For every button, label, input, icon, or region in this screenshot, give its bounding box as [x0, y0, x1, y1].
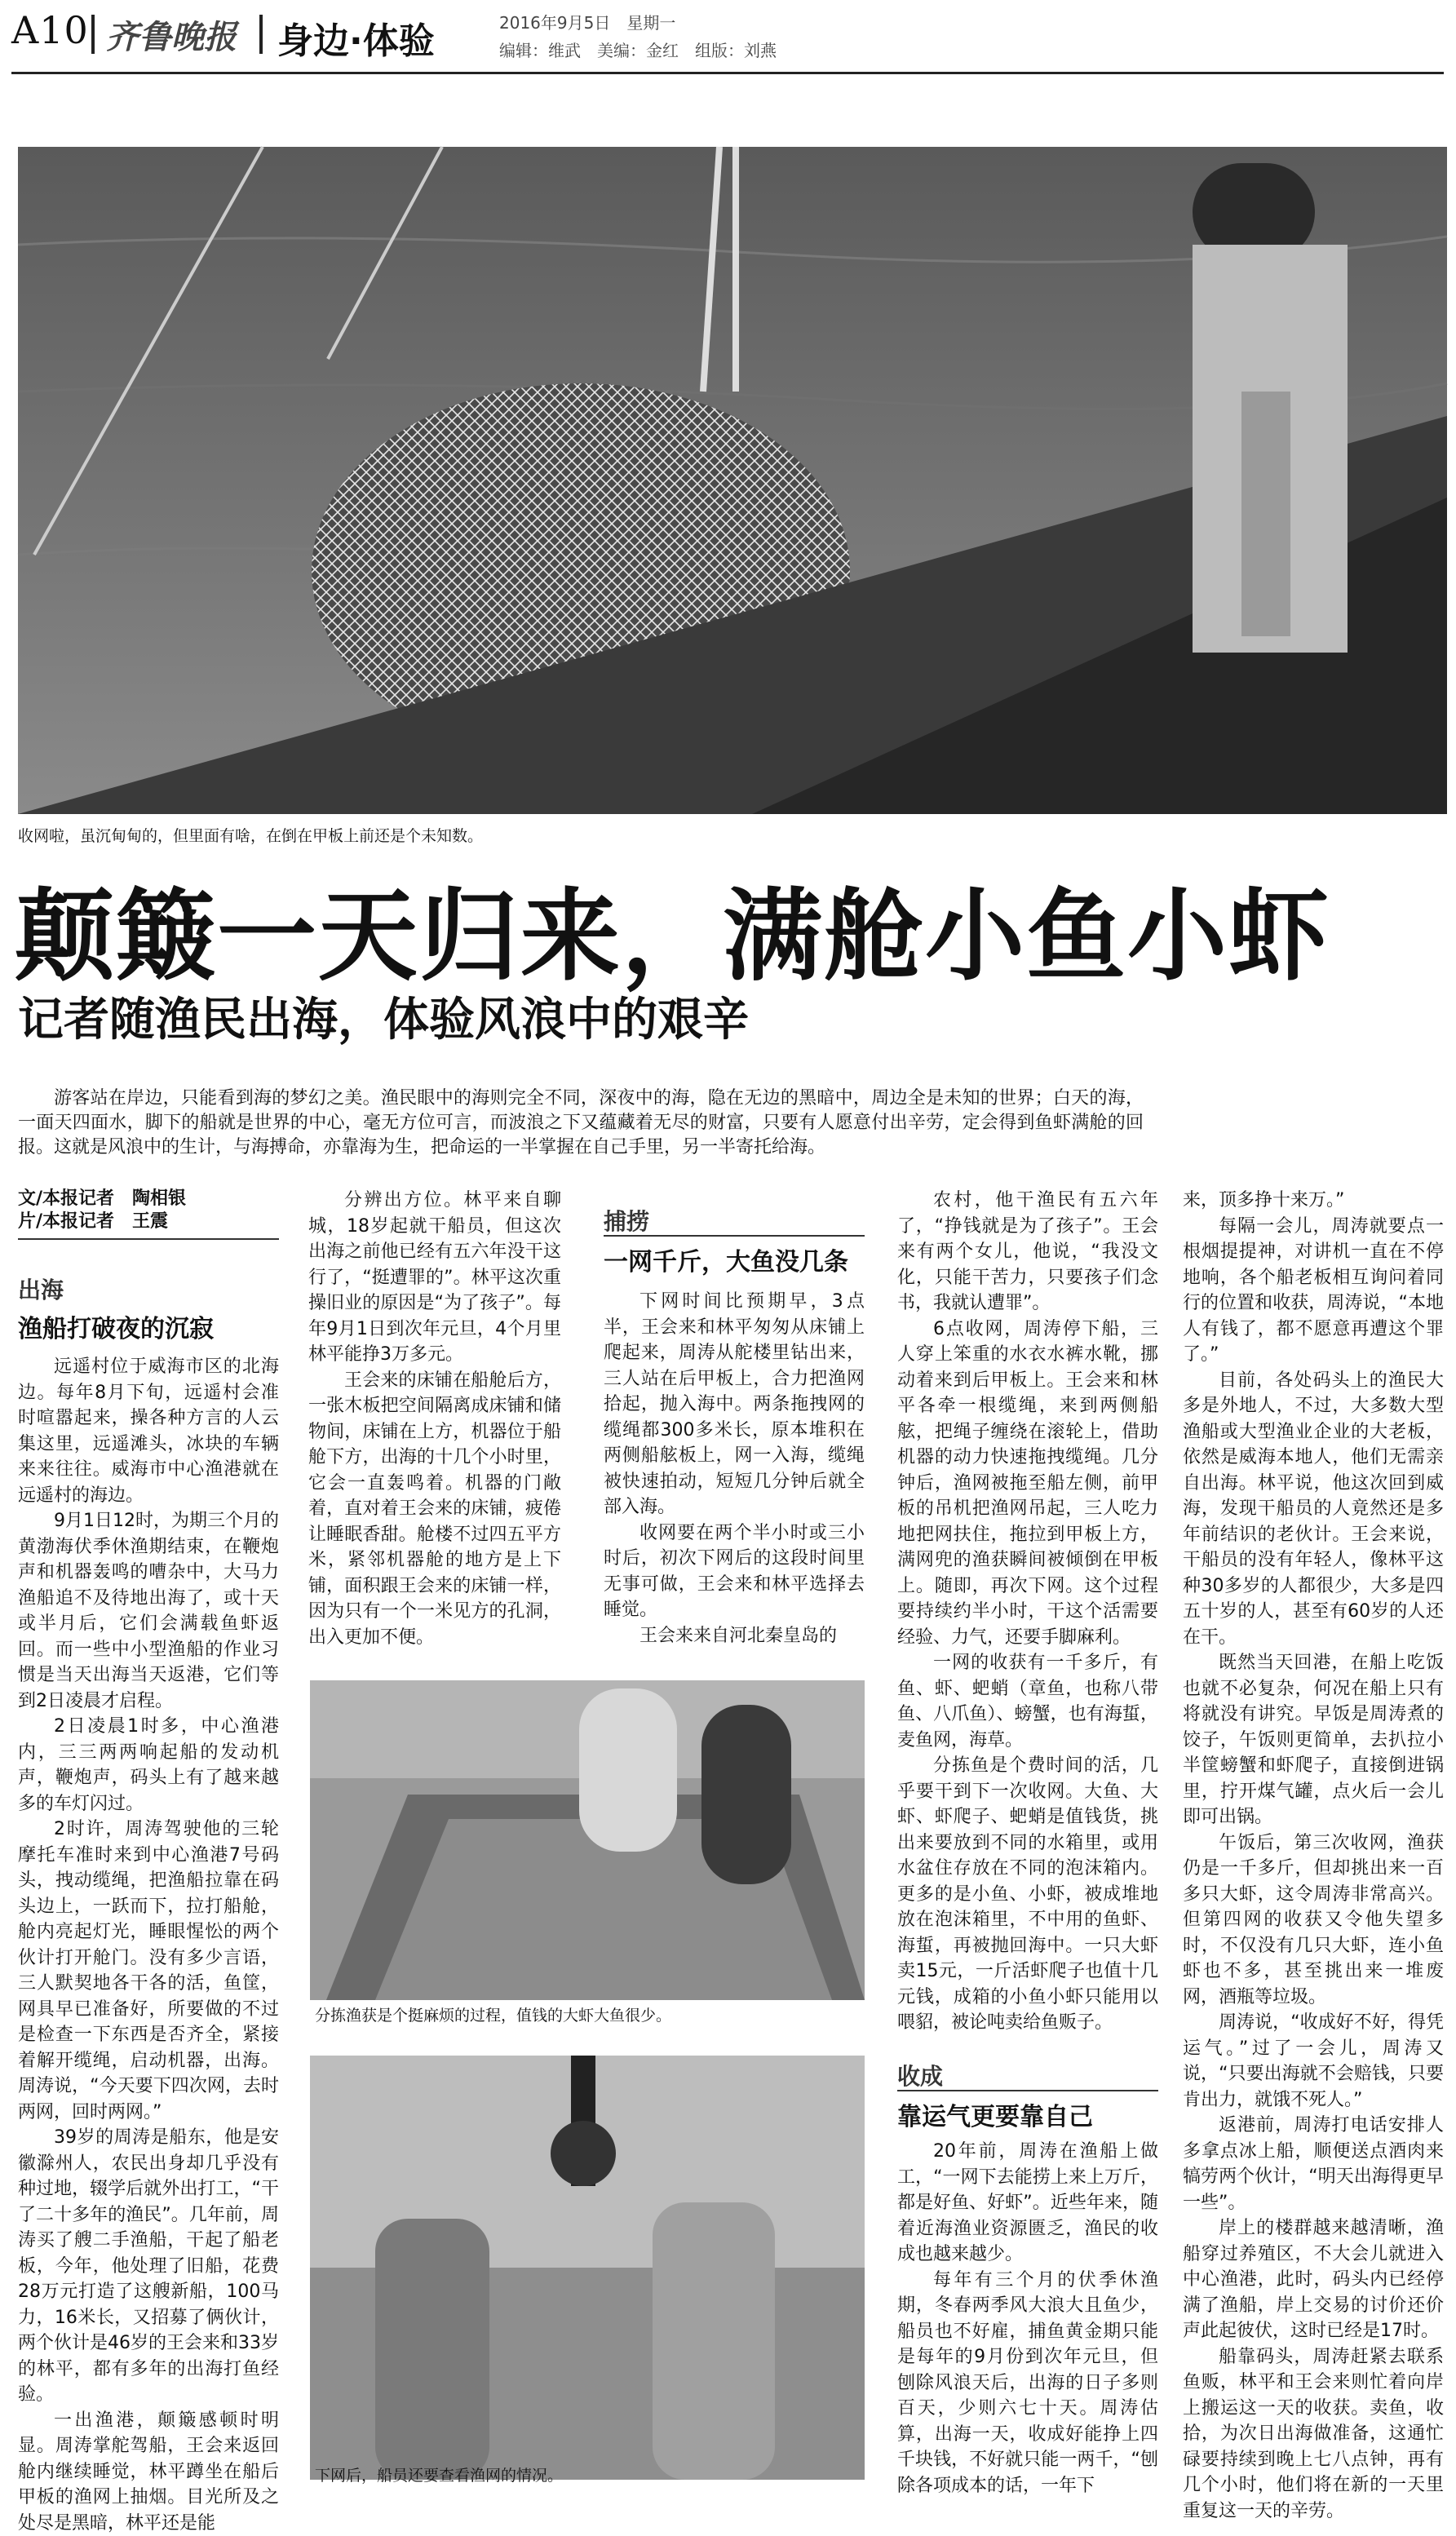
paragraph: 来，顶多挣十来万。” [1183, 1188, 1444, 1214]
masthead-divider [259, 15, 263, 54]
article-headline: 颠簸一天归来，满舱小鱼小虾 [15, 879, 1330, 994]
section-title-chuhai: 出海 [18, 1272, 64, 1305]
masthead-rule [11, 72, 1444, 74]
article-column-2 [308, 1188, 561, 1665]
editorial-staff: 编辑：维武 美编：金红 组版：刘燕 [499, 38, 777, 61]
paragraph: 农村，他干渔民有五六年了，“挣钱就是为了孩子”。王会来有两个女儿，他说，“我没文化，只能干苦力，只要孩子们念书，我就认遭罪”。 [897, 1188, 1158, 1317]
paragraph: 下网时间比预期早，3点半，王会来和林平匆匆从床铺上爬起来，周涛从舵楼里钻出来，三人站在后甲板上，合力把渔网拾起，抛入海中。两条拖拽网的缆绳都300多米长，原本堆积在两侧船舷板上，网一入海，缆绳被快速拍动，短短几分钟后就全部入海。 [604, 1289, 865, 1520]
paragraph: 收网要在两个半小时或三小时后，初次下网后的这段时间里无事可做，王会来和林平选择去睡觉。 [604, 1520, 865, 1623]
article-column-1 [18, 1354, 279, 2492]
article-column-4 [897, 1188, 1158, 1963]
paragraph: 6点收网，周涛停下船，三人穿上笨重的水衣水裤水靴，挪动着来到后甲板上。王会来和林平各牵一根缆绳，来到两侧船舷，把绳子缠绕在滚轮上，借助机器的动力快速拖拽缆绳。几分钟后，渔网被拖至船左侧，前甲板的吊机把渔网吊起，三人吃力地把网扶住，拖拉到甲板上方，满网兜的渔获瞬间被倾倒在甲板上。随即，再次下网。这个过程要持续约半小时，干这个活需要经验、力气，还要手脚麻利。 [897, 1317, 1158, 1651]
byline-photographer: 片/本报记者 王震 [18, 1210, 279, 1233]
paragraph: 王会来的床铺在船舱后方，一张木板把空间隔离成床铺和储物间，床铺在上方，机器位于船舱下方，出海的十几个小时里，它会一直轰鸣着。机器的门敞着，直对着王会来的床铺，疲倦让睡眠香甜。舱楼不过四五平方米，紧邻机器舱的地方是上下铺，面积跟王会来的床铺一样，因为只有一个一米见方的孔洞，出入更加不便。 [308, 1368, 561, 1651]
paragraph: 周涛说，“收成好不好，得凭运气。”过了一会儿，周涛又说，“只要出海就不会赔钱，只要肯出力，就饿不死人。” [1183, 2010, 1444, 2113]
top-photo-caption: 收网啦，虽沉甸甸的，但里面有啥，在倒在甲板上前还是个未知数。 [18, 825, 483, 847]
paragraph: 每年有三个月的伏季休渔期，冬春两季风大浪大且鱼少，船员也不好雇，捕鱼黄金期只能是每年的9月份到次年元旦，但刨除风浪天后，出海的日子多则百天，少则六七十天。周涛估算，出海一天，收成好能挣上四千块钱，不好就只能一两千，“刨除各项成本的话，一年下 [897, 2268, 1158, 2499]
mid-photo-checking-net [310, 2056, 865, 2480]
paragraph: 分拣鱼是个费时间的活，几乎要干到下一次收网。大鱼、大虾、虾爬子、蚆蛸是值钱货，挑出来要放到不同的水箱里，或用水盆住存放在不同的泡沫箱内。更多的是小鱼、小虾，被成堆地放在泡沫箱里，不中用的鱼虾、海蜇，再被抛回海中。一只大虾卖15元，一斤活虾爬子也值十几元钱，成箱的小鱼小虾只能用以喂貂，被论吨卖给鱼贩子。 [897, 1753, 1158, 2036]
section-name: 身边·体验 [277, 11, 435, 64]
paragraph: 39岁的周涛是船东，他是安徽滁州人，农民出身却几乎没有种过地，辍学后就外出打工，“干了二十多年的渔民”。几年前，周涛买了艘二手渔船，干起了船老板，今年，他处理了旧船，花费28万元打造了这艘新船，100马力，16米长，又招募了俩伙计，两个伙计是46岁的王会来和33岁的林平，都有多年的出海打鱼经验。 [18, 2125, 279, 2408]
paragraph: 午饭后，第三次收网，渔获仍是一千多斤，但却挑出来一百多只大虾，这令周涛非常高兴。但第四网的收获又令他失望多时，不仅没有几只大虾，连小鱼虾也不多，甚至挑出来一堆废网，酒瓶等垃圾。 [1183, 1830, 1444, 2011]
section-title-shoucheng: 收成 [897, 2059, 943, 2091]
byline [18, 1188, 279, 1233]
paragraph: 既然当天回港，在船上吃饭也就不必复杂，何况在船上只有将就没有讲究。早饭是周涛煮的饺子，午饭则更简单，去扒拉小半筐螃蟹和虾爬子，直接倒进锅里，拧开煤气罐，点火后一会儿即可出锅。 [1183, 1650, 1444, 1830]
top-photo-net-haul [18, 147, 1447, 814]
section-subtitle-chuhai: 渔船打破夜的沉寂 [18, 1308, 214, 1344]
article-subheadline: 记者随渔民出海，体验风浪中的艰辛 [18, 992, 749, 1049]
paragraph: 2时许，周涛驾驶他的三轮摩托车准时来到中心渔港7号码头，拽动缆绳，把渔船拉靠在码头边上，一跃而下，拉打船舱，舱内亮起灯光，睡眼惺忪的两个伙计打开舱门。没有多少言语，三人默契地各干各的活，鱼筐，网具早已准备好，所要做的不过是检查一下东西是否齐全，紧接着解开缆绳，启动机器，出海。周涛说，“今天要下四次网，去时两网，回时两网。” [18, 1817, 279, 2125]
section-rule [897, 2090, 1158, 2091]
masthead-divider [91, 15, 95, 54]
paragraph: 岸上的楼群越来越清晰，渔船穿过养殖区，不大会儿就进入中心渔港，此时，码头内已经停满了渔船，岸上交易的讨价还价声此起彼伏，这时已经是17时。 [1183, 2215, 1444, 2344]
paragraph: 王会来来自河北秦皇岛的 [604, 1623, 865, 1649]
page-number: A10 [11, 8, 89, 52]
section-title-buolao: 捕捞 [604, 1204, 649, 1237]
article-column-3 [604, 1289, 865, 1664]
paragraph: 分辨出方位。林平来自聊城，18岁起就干船员，但这次出海之前他已经有五六年没干这行了，“挺遭罪的”。林平这次重操旧业的原因是“为了孩子”。每年9月1日到次年元旦，4个月里林平能挣3万多元。 [308, 1188, 561, 1368]
paragraph: 20年前，周涛在渔船上做工，“一网下去能捞上来上万斤，都是好鱼、好虾”。近些年来，随着近海渔业资源匮乏，渔民的收成也越来越少。 [897, 2139, 1158, 2268]
paragraph: 一出渔港，颠簸感顿时明显。周涛掌舵驾船，王会来返回舱内继续睡觉，林平蹲坐在船后甲板的渔网上抽烟。目光所及之处尽是黑暗，林平还是能 [18, 2408, 279, 2536]
paragraph: 远遥村位于威海市区的北海边。每年8月下旬，远遥村会准时喧嚣起来，操各种方言的人云集这里，远遥滩头，冰块的车辆来来往往。威海市中心渔港就在远遥村的海边。 [18, 1354, 279, 1508]
mid-photo-sorting-catch [310, 1680, 865, 2000]
paragraph: 每隔一会儿，周涛就要点一根烟提提神，对讲机一直在不停地响，各个船老板相互询问着同行的位置和收获，周涛说，“本地人有钱了，都不愿意再遭这个罪了。” [1183, 1214, 1444, 1368]
mid-photo-2-caption: 下网后，船员还要查看渔网的情况。 [315, 2465, 563, 2486]
paragraph: 一网的收获有一千多斤，有鱼、虾、蚆蛸（章鱼，也称八带鱼、八爪鱼）、螃蟹，也有海蜇，麦鱼网，海草。 [897, 1650, 1158, 1753]
paragraph: 2日凌晨1时多，中心渔港内，三三两两响起船的发动机声，鞭炮声，码头上有了越来越多的车灯闪过。 [18, 1714, 279, 1817]
mid-photo-1-caption: 分拣渔获是个挺麻烦的过程，值钱的大虾大鱼很少。 [315, 2005, 671, 2026]
byline-writer: 文/本报记者 陶相银 [18, 1188, 279, 1210]
section-rule [18, 1238, 279, 1240]
paragraph: 返港前，周涛打电话安排人多拿点冰上船，顺便送点酒肉来犒劳两个伙计，“明天出海得更早一些”。 [1183, 2113, 1444, 2215]
article-column-5 [1183, 1188, 1444, 2493]
section-subtitle-shoucheng: 靠运气更要靠自己 [897, 2096, 1093, 2132]
article-column-4b [897, 2139, 1158, 2492]
section-subtitle-buolao: 一网千斤，大鱼没几条 [604, 1241, 848, 1277]
issue-date: 2016年9月5日 星期一 [499, 10, 675, 33]
newspaper-logo: 齐鲁晚报 [106, 11, 237, 58]
paragraph: 9月1日12时，为期三个月的黄渤海伏季休渔期结束，在鞭炮声和机器轰鸣的嘈杂中，大马力渔船追不及待地出海了，或十天或半月后，它们会满载鱼虾返回。而一些中小型渔船的作业习惯是当天出海当天返港，它们等到2日凌晨才启程。 [18, 1508, 279, 1714]
paragraph: 目前，各处码头上的渔民大多是外地人，不过，大多数大型渔船或大型渔业企业的大老板，依然是威海本地人，他们无需亲自出海。林平说，他这次回到威海，发现干船员的人竟然还是多年前结识的老伙计。王会来说，干船员的没有年轻人，像林平这种30多岁的人都很少，大多是四五十岁的人，甚至有60岁的人还在干。 [1183, 1368, 1444, 1651]
article-lead: 游客站在岸边，只能看到海的梦幻之美。渔民眼中的海则完全不同，深夜中的海，隐在无边的黑暗中，周边全是未知的世界；白天的海，一面天四面水，脚下的船就是世界的中心，毫无方位可言，而波浪之下又蕴藏着无尽的财富，只要有人愿意付出辛劳，定会得到鱼虾满舱的回报。这就是风浪中的生计，与海搏命，亦靠海为生，把命运的一半掌握在自己手里，另一半寄托给海。 [18, 1087, 1144, 1160]
paragraph: 船靠码头，周涛赶紧去联系鱼贩，林平和王会来则忙着向岸上搬运这一天的收获。卖鱼，收拾，为次日出海做准备，这通忙碌要持续到晚上七八点钟，再有几个小时，他们将在新的一天里重复这一天的辛劳。 [1183, 2344, 1444, 2525]
section-rule [604, 1235, 865, 1237]
